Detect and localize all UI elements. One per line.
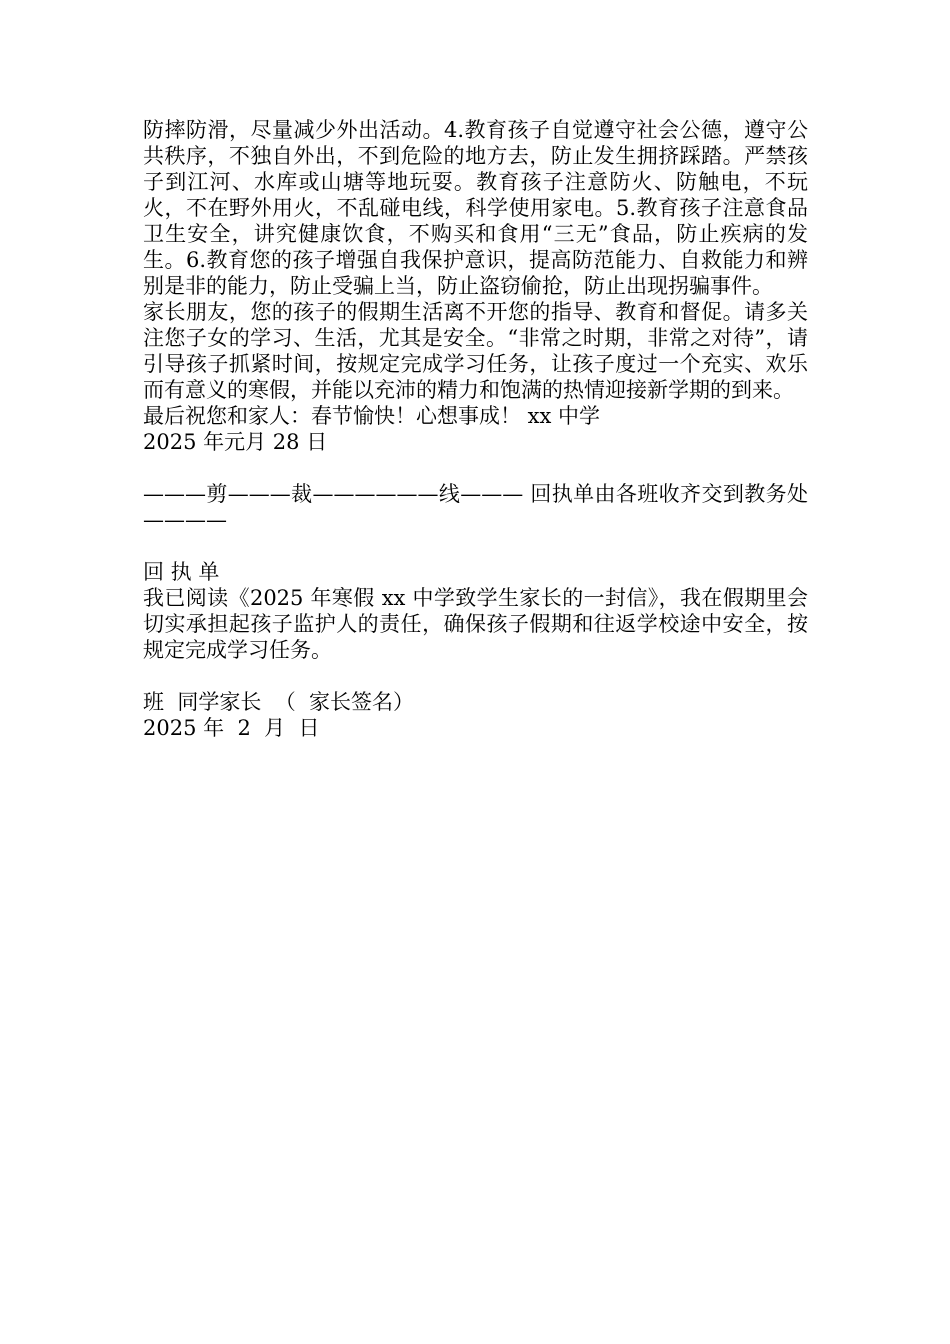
- document-page: [143, 117, 808, 741]
- parents-paragraph: 家长朋友，您的孩子的假期生活离不开您的指导、教育和督促。请多关注您子女的学习、生活，尤其是安全。“非常之时期，非常之对待”，请引导孩子抓紧时间，按规定完成学习任务，让孩子度过一个充实、欢乐而有意义的寒假，并能以充沛的精力和饱满的热情迎接新学期的到来。: [143, 300, 808, 402]
- receipt-title: 回 执 单: [143, 560, 220, 584]
- receipt-statement: 我已阅读《2025 年寒假 xx 中学致学生家长的一封信》，我在假期里会切实承担起孩子监护人的责任，确保孩子假期和往返学校途中安全，按规定完成学习任务。: [143, 586, 808, 662]
- spacer: [143, 663, 808, 689]
- spacer: [143, 455, 808, 481]
- receipt-date-line: 2025 年 2 月 日: [143, 716, 320, 740]
- safety-paragraph: 防摔防滑，尽量减少外出活动。4.教育孩子自觉遵守社会公德，遵守公共秩序，不独自外出，不到危险的地方去，防止发生拥挤踩踏。严禁孩子到江河、水库或山塘等地玩耍。教育孩子注意防火、防触电，不玩火，不在野外用火，不乱碰电线，科学使用家电。5.教育孩子注意食品卫生安全，讲究健康饮食，不购买和食用“三无”食品，防止疾病的发生。6.教育您的孩子增强自我保护意识，提高防范能力、自救能力和辨别是非的能力，防止受骗上当，防止盗窃偷抢，防止出现拐骗事件。: [143, 118, 808, 298]
- closing-line: 最后祝您和家人：春节愉快！心想事成！ xx 中学: [143, 404, 601, 428]
- cut-line: ———剪———裁——————线——— 回执单由各班收齐交到教务处————: [143, 482, 808, 532]
- letter-date: 2025 年元月 28 日: [143, 430, 328, 454]
- spacer: [143, 533, 808, 559]
- receipt-signature-line: 班 同学家长 （ 家长签名）: [143, 690, 415, 714]
